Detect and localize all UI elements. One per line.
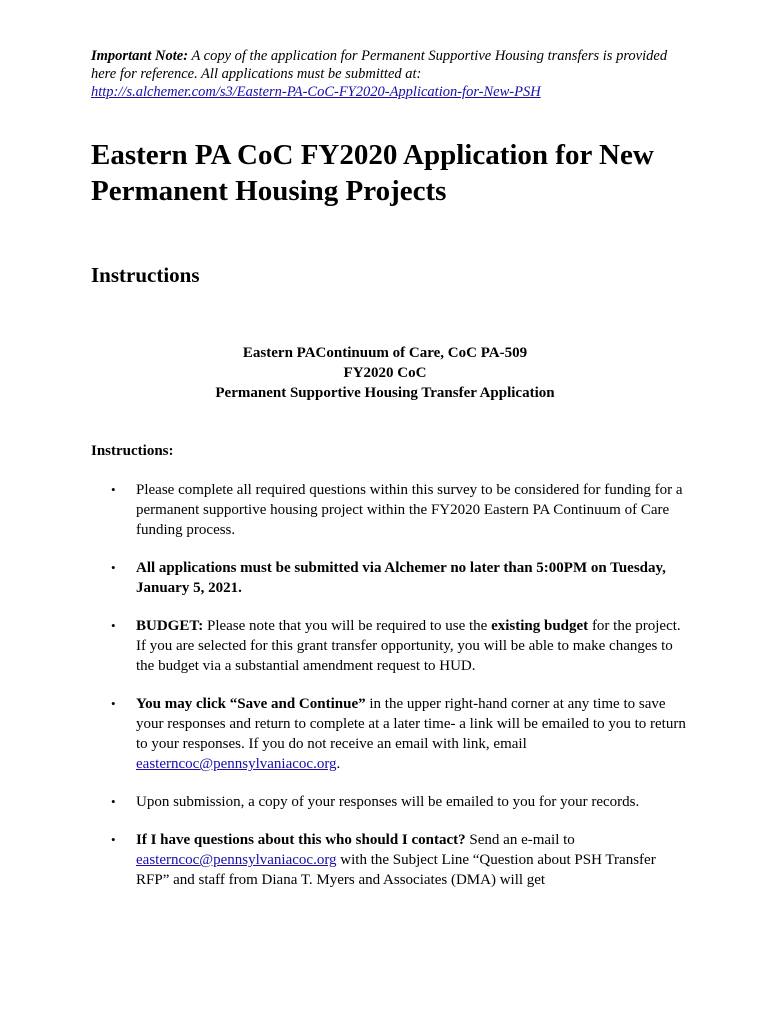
coc-name-line: Eastern PAContinuum of Care, CoC PA-509 — [242, 345, 528, 361]
note-text: A copy of the application for Permanent Supportive Housing transfers is provided here for reference. All applications must be submitted at: — [91, 48, 668, 82]
email-link[interactable]: easterncoc@pennsylvaniacoc.org — [136, 756, 337, 772]
save-continue-end: . — [336, 756, 341, 772]
save-continue-text: in the upper right-hand corner at any time to save your responses and return to complete at a later time- a link will be emailed to you to return to your responses. If you do not receive an email with link, email — [136, 696, 686, 752]
contact-text-rest: with the Subject Line “Question about PSH Transfer RFP” and staff from Diana T. Myers and Associates (DMA) will get — [136, 852, 656, 888]
application-header-block — [91, 343, 679, 403]
existing-budget-text: existing budget — [491, 618, 589, 634]
bullet-icon: • — [111, 794, 116, 809]
budget-label: BUDGET: — [136, 618, 204, 634]
save-continue-label: You may click “Save and Continue” — [136, 696, 366, 712]
list-item — [91, 558, 691, 598]
instruction-list — [91, 480, 691, 908]
bullet-icon: • — [111, 618, 116, 633]
fiscal-year-line: FY2020 CoC — [343, 365, 427, 381]
budget-text-rest: for the project. If you are selected for this grant transfer opportunity, you will be able to make changes to the budget via a substantial amendment request to HUD. — [136, 618, 681, 674]
list-item — [91, 830, 691, 890]
budget-text: Please note that you will be required to use the — [203, 618, 492, 634]
instructions-label: Instructions: — [91, 443, 174, 459]
application-link[interactable]: http://s.alchemer.com/s3/Eastern-PA-CoC-FY2020-Application-for-New-PSH — [91, 84, 541, 100]
important-note — [91, 47, 691, 101]
bullet-text: Please complete all required questions within this survey to be considered for funding for a permanent supportive housing project within the FY2020 Eastern PA Continuum of Care funding process. — [136, 482, 683, 538]
contact-text: Send an e-mail to — [465, 832, 575, 848]
page-title: Eastern PA CoC FY2020 Application for New Permanent Housing Projects — [91, 139, 654, 207]
list-item — [91, 792, 691, 812]
list-item — [91, 616, 691, 676]
list-item — [91, 480, 691, 540]
list-item — [91, 694, 691, 774]
note-label: Important Note: — [91, 48, 189, 64]
submission-text: Upon submission, a copy of your responses will be emailed to you for your records. — [136, 794, 640, 810]
deadline-text: All applications must be submitted via Alchemer no later than 5:00PM on Tuesday, January 5, 2021. — [136, 560, 666, 596]
bullet-icon: • — [111, 696, 116, 711]
instructions-heading: Instructions — [91, 263, 200, 287]
bullet-icon: • — [111, 482, 116, 497]
contact-question: If I have questions about this who should I contact? — [136, 832, 466, 848]
bullet-icon: • — [111, 560, 116, 575]
contact-email-link[interactable]: easterncoc@pennsylvaniacoc.org — [136, 852, 337, 868]
bullet-icon: • — [111, 832, 116, 847]
application-type-line: Permanent Supportive Housing Transfer Application — [215, 385, 555, 401]
